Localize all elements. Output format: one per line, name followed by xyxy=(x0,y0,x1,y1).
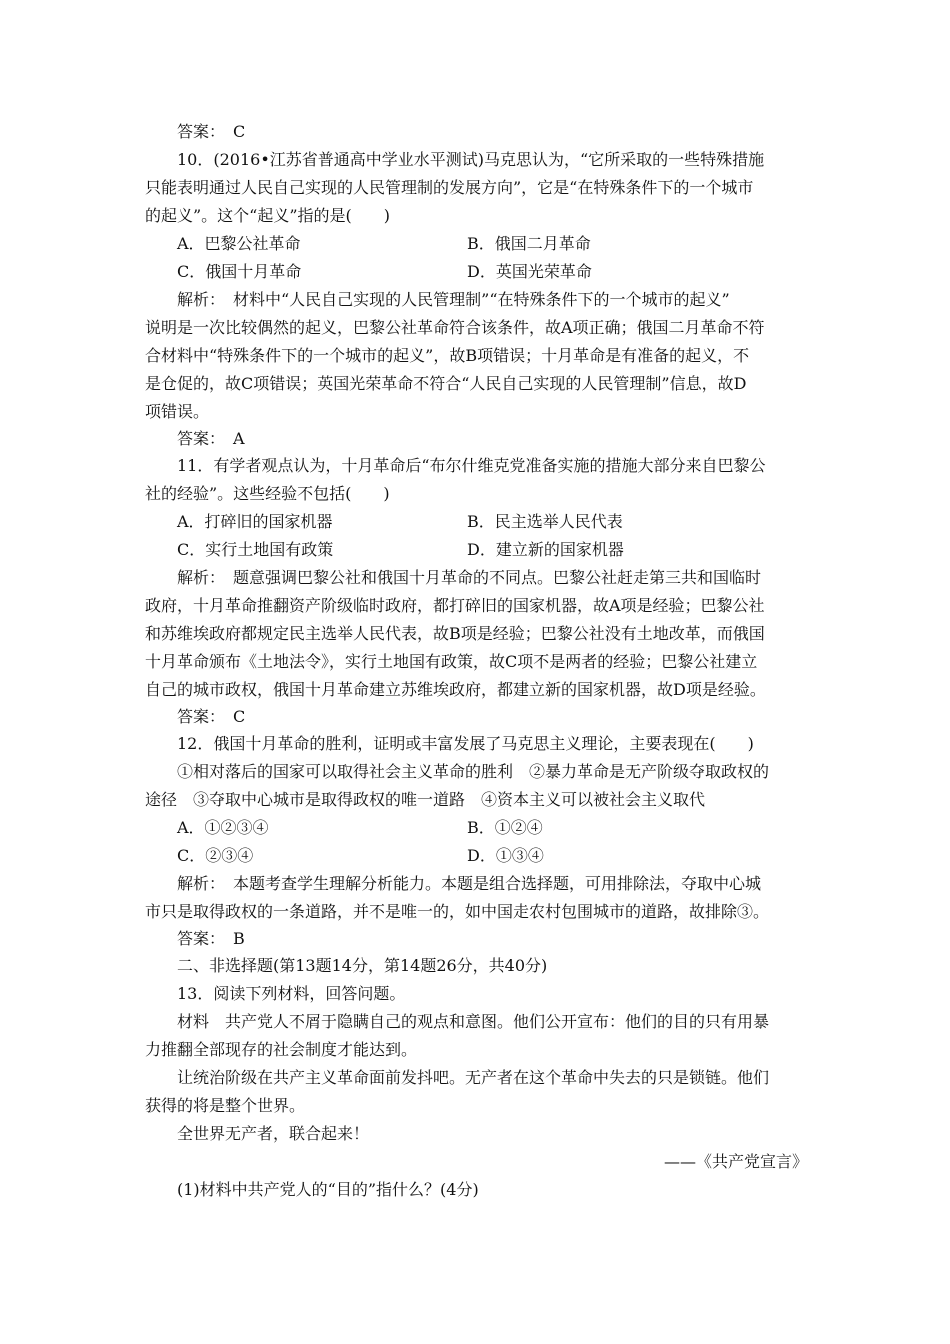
q11-analysis-line-4: 十月革命颁布《土地法令》，实行土地国有政策，故C项不是两者的经验；巴黎公社建立 xyxy=(145,652,758,671)
q12-analysis-line-1: 解析： 本题考查学生理解分析能力。本题是组合选择题，可用排除法，夺取中心城 xyxy=(177,874,762,893)
q12-option-a: A．①②③④ xyxy=(177,818,269,837)
q11-analysis-line-5: 自己的城市政权，俄国十月革命建立苏维埃政府，都建立新的国家机器，故D项是经验。 xyxy=(145,680,766,699)
q11-option-d: D．建立新的国家机器 xyxy=(467,540,624,559)
q12-option-d: D．①③④ xyxy=(467,846,544,865)
q10-option-d: D．英国光荣革命 xyxy=(467,262,592,281)
q11-analysis-line-1: 解析： 题意强调巴黎公社和俄国十月革命的不同点。巴黎公社赶走第三共和国临时 xyxy=(177,568,762,587)
q12-option-c: C．②③④ xyxy=(177,846,254,865)
q11-analysis-line-2: 政府，十月革命推翻资产阶级临时政府，都打碎旧的国家机器，故A项是经验；巴黎公社 xyxy=(145,596,765,615)
q10-analysis-line-1: 解析： 材料中“人民自己实现的人民管理制”“在特殊条件下的一个城市的起义” xyxy=(177,290,730,309)
q13-source: ——《共产党宣言》 xyxy=(663,1152,808,1171)
q11-analysis-line-3: 和苏维埃政府都规定民主选举人民代表，故B项是经验；巴黎公社没有土地改革，而俄国 xyxy=(145,624,765,643)
q12-stem-line-1: 12．俄国十月革命的胜利，证明或丰富发展了马克思主义理论，主要表现在( ) xyxy=(177,734,754,753)
q11-option-b: B．民主选举人民代表 xyxy=(467,512,623,531)
q13-material-line-4: 获得的将是整个世界。 xyxy=(145,1096,306,1115)
q13-material-line-1: 材料 共产党人不屑于隐瞒自己的观点和意图。他们公开宣布：他们的目的只有用暴 xyxy=(177,1012,770,1031)
q12-answer: 答案： B xyxy=(177,929,245,948)
q12-stem-line-2: ①相对落后的国家可以取得社会主义革命的胜利 ②暴力革命是无产阶级夺取政权的 xyxy=(177,762,770,781)
q10-analysis-line-2: 说明是一次比较偶然的起义，巴黎公社革命符合该条件，故A项正确；俄国二月革命不符 xyxy=(145,318,765,337)
q13-material-line-2: 力推翻全部现存的社会制度才能达到。 xyxy=(145,1040,418,1059)
q11-stem-line-2: 社的经验”。这些经验不包括( ) xyxy=(145,484,390,503)
q12-stem-line-3: 途径 ③夺取中心城市是取得政权的唯一道路 ④资本主义可以被社会主义取代 xyxy=(145,790,706,809)
q11-option-a: A．打碎旧的国家机器 xyxy=(177,512,333,531)
q10-answer: 答案： A xyxy=(177,429,245,448)
q13-material-line-3: 让统治阶级在共产主义革命面前发抖吧。无产者在这个革命中失去的只是锁链。他们 xyxy=(177,1068,770,1087)
q13-sub-question-1: (1)材料中共产党人的“目的”指什么？(4分) xyxy=(177,1180,479,1199)
q10-analysis-line-5: 项错误。 xyxy=(145,402,210,421)
q10-stem-line-2: 只能表明通过人民自己实现的人民管理制的发展方向”，它是“在特殊条件下的一个城市 xyxy=(145,178,754,197)
q12-option-b: B．①②④ xyxy=(467,818,543,837)
q11-option-c: C．实行土地国有政策 xyxy=(177,540,334,559)
q10-option-c: C．俄国十月革命 xyxy=(177,262,302,281)
q13-material-line-5: 全世界无产者，联合起来！ xyxy=(177,1124,370,1143)
q10-option-a: A．巴黎公社革命 xyxy=(177,234,301,253)
q11-answer: 答案： C xyxy=(177,707,246,726)
q11-stem-line-1: 11．有学者观点认为，十月革命后“布尔什维克党准备实施的措施大部分来自巴黎公 xyxy=(177,456,766,475)
q10-stem-line-1: 10．(2016•江苏省普通高中学业水平测试)马克思认为，“它所采取的一些特殊措施 xyxy=(177,150,765,169)
q12-analysis-line-2: 市只是取得政权的一条道路，并不是唯一的，如中国走农村包围城市的道路，故排除③。 xyxy=(145,902,770,921)
q9-answer: 答案： C xyxy=(177,122,246,141)
q13-intro: 13．阅读下列材料，回答问题。 xyxy=(177,984,406,1003)
q10-analysis-line-4: 是仓促的，故C项错误；英国光荣革命不符合“人民自己实现的人民管理制”信息，故D xyxy=(145,374,747,393)
q10-option-b: B．俄国二月革命 xyxy=(467,234,591,253)
section-heading: 二、非选择题(第13题14分，第14题26分，共40分) xyxy=(177,956,548,975)
q10-stem-line-3: 的起义”。这个“起义”指的是( ) xyxy=(145,206,391,225)
q10-analysis-line-3: 合材料中“特殊条件下的一个城市的起义”，故B项错误；十月革命是有准备的起义，不 xyxy=(145,346,750,365)
